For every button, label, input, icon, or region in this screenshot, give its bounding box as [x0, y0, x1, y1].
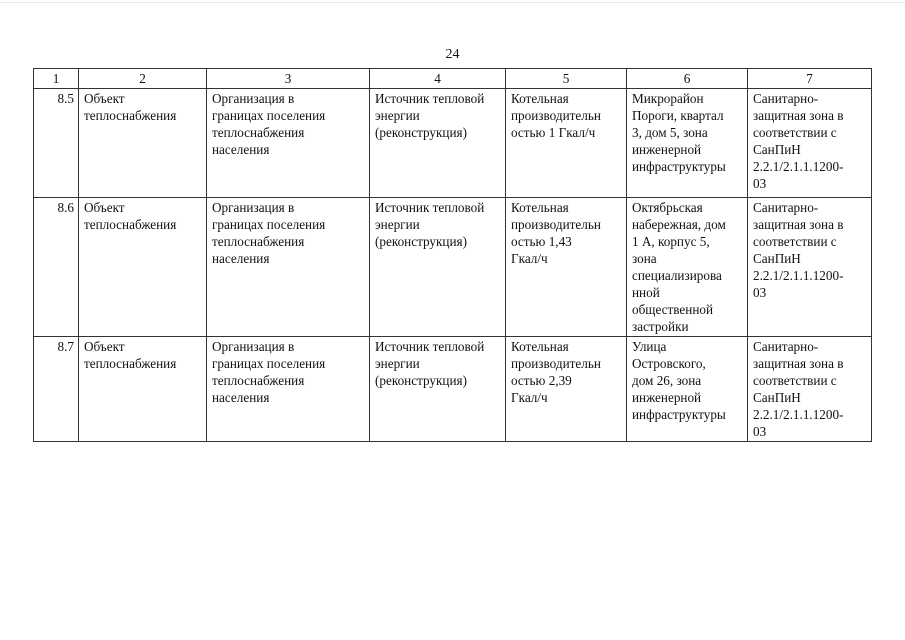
type-cell: Источник тепловой энергии (реконструкция)	[370, 337, 506, 442]
table-row	[34, 198, 872, 337]
header-row	[34, 69, 872, 89]
objects-table	[33, 68, 872, 442]
header-cell: 3	[207, 69, 370, 89]
page-number: 24	[445, 47, 460, 62]
object-cell: Объект теплоснабжения	[79, 89, 207, 198]
row-number: 8.5	[34, 89, 79, 198]
type-cell: Источник тепловой энергии (реконструкция)	[370, 198, 506, 337]
location-cell: Микрорайон Пороги, квартал 3, дом 5, зона инженерной инфраструктуры	[627, 89, 748, 198]
scan-edge-line	[0, 2, 905, 3]
capacity-cell: Котельная производительн остью 1,43 Гкал/ч	[506, 198, 627, 337]
capacity-cell: Котельная производительн остью 2,39 Гкал/ч	[506, 337, 627, 442]
header-cell: 5	[506, 69, 627, 89]
object-cell: Объект теплоснабжения	[79, 198, 207, 337]
location-cell: Улица Островского, дом 26, зона инженерной инфраструктуры	[627, 337, 748, 442]
header-cell: 4	[370, 69, 506, 89]
object-cell: Объект теплоснабжения	[79, 337, 207, 442]
header-cell: 2	[79, 69, 207, 89]
capacity-cell: Котельная производительн остью 1 Гкал/ч	[506, 89, 627, 198]
header-cell: 1	[34, 69, 79, 89]
table-row	[34, 89, 872, 198]
row-number: 8.6	[34, 198, 79, 337]
zone-cell: Санитарно- защитная зона в соответствии с СанПиН 2.2.1/2.1.1.1200- 03	[748, 198, 872, 337]
purpose-cell: Организация в границах поселения теплоснабжения населения	[207, 198, 370, 337]
zone-cell: Санитарно- защитная зона в соответствии с СанПиН 2.2.1/2.1.1.1200- 03	[748, 89, 872, 198]
header-cell: 6	[627, 69, 748, 89]
table-row	[34, 337, 872, 442]
purpose-cell: Организация в границах поселения теплоснабжения населения	[207, 337, 370, 442]
zone-cell: Санитарно- защитная зона в соответствии с СанПиН 2.2.1/2.1.1.1200- 03	[748, 337, 872, 442]
purpose-cell: Организация в границах поселения теплоснабжения населения	[207, 89, 370, 198]
row-number: 8.7	[34, 337, 79, 442]
location-cell: Октябрьская набережная, дом 1 А, корпус 5, зона специализирова нной общественной застройки	[627, 198, 748, 337]
header-cell: 7	[748, 69, 872, 89]
type-cell: Источник тепловой энергии (реконструкция)	[370, 89, 506, 198]
